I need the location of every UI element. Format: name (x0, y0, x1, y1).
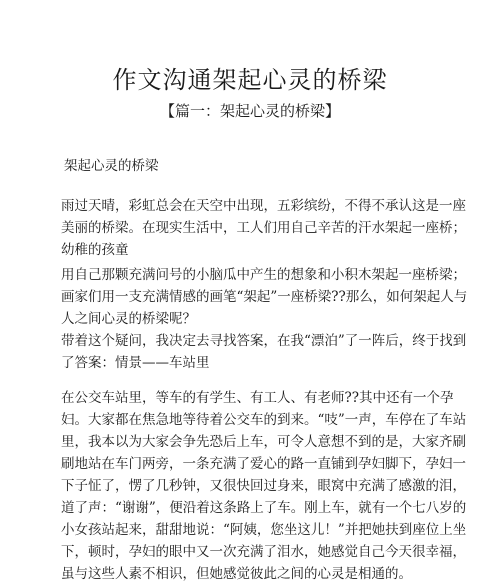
paragraph-3 (61, 387, 467, 585)
text-line: 在公交车站里，等车的有学生、有工人、有老师??其中还有一个孕 (61, 390, 454, 406)
text-line: 妇。大家都在焦急地等待着公交车的到来。“吱”一声，车停在了车站 (61, 412, 467, 428)
text-line: 雨过天晴，彩虹总会在天空中出现，五彩缤纷，不得不承认这是一座 (61, 198, 466, 214)
text-line: 用自己那颗充满问号的小脑瓜中产生的想象和小积木架起一座桥梁； (61, 267, 466, 283)
text-line: 美丽的桥梁。在现实生活中，工人们用自己辛苦的汗水架起一座桥； (61, 220, 466, 236)
text-line: 小女孩站起来，甜甜地说：“阿姨，您坐这儿！”并把她扶到座位上坐 (61, 522, 467, 538)
text-line: 幼稚的孩童 (61, 242, 129, 258)
text-line: 虽与这些人素不相识，但她感觉彼此之间的心灵是相通的。 (61, 566, 412, 582)
text-line: 里，我本以为大家会争先恐后上车，可令人意想不到的是，大家齐刷 (61, 434, 466, 450)
section-tag: 【篇一：架起心灵的桥梁】 (159, 102, 340, 120)
text-line: 道了声：“谢谢”，便沿着这条路上了车。刚上车，就有一个七八岁的 (61, 500, 467, 516)
text-line: 人之间心灵的桥梁呢？ (61, 311, 196, 327)
text-line: 画家们用一支充满情感的画笔“架起”一座桥梁??那么，如何架起人与 (61, 289, 468, 305)
text-line: 带着这个疑问，我决定去寻找答案，在我“漂泊”了一阵后，终于找到 (61, 333, 467, 349)
paragraph-2 (61, 264, 468, 374)
text-line: 刷地站在车门两旁，一条充满了爱心的路一直铺到孕妇脚下，孕妇一 (61, 456, 466, 472)
text-line: 下子怔了，愣了几秒钟，又很快回过身来，眼窝中充满了感激的泪， (61, 478, 466, 494)
paragraph-1 (61, 195, 466, 261)
text-line: 下，顿时，孕妇的眼中又一次充满了泪水，她感觉自己今天很幸福， (61, 544, 466, 560)
subheading: 架起心灵的桥梁 (64, 158, 159, 174)
document-title: 作文沟通架起心灵的桥梁 (112, 66, 388, 94)
text-line: 了答案：情景——车站里 (61, 355, 210, 371)
